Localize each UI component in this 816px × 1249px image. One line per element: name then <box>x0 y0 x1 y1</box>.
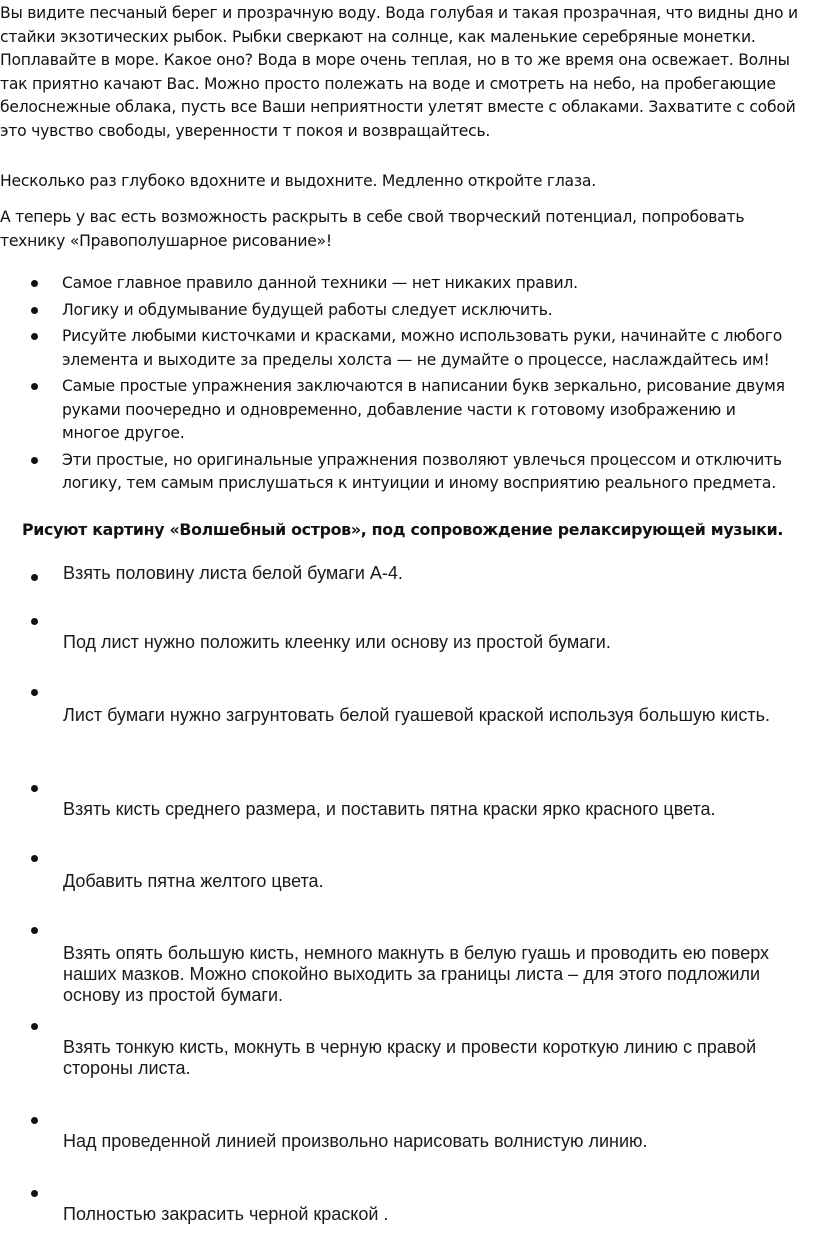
rule-text: Логику и обдумывание будущей работы следует исключить. <box>62 300 553 319</box>
rule-text: Самые простые упражнения заключаются в написании букв зеркально, рисование двумя руками поочередно и одновременно, добавление части к готовому изображению и многое другое. <box>62 377 785 442</box>
step-text: Взять кисть среднего размера, и поставить пятна краски ярко красного цвета. <box>63 799 716 819</box>
bullet-icon <box>31 1117 38 1124</box>
bullet-icon <box>31 574 38 581</box>
bullet-icon <box>31 618 38 625</box>
list-item <box>0 375 816 446</box>
technique-rules-list <box>0 272 816 499</box>
step-text: Взять тонкую кисть, мокнуть в черную краску и провести короткую линию с правой стороны листа. <box>63 1037 757 1078</box>
bullet-icon <box>31 383 38 390</box>
bullet-icon <box>31 333 38 340</box>
step-text: Добавить пятна желтого цвета. <box>63 871 324 891</box>
list-item <box>0 272 816 296</box>
rule-text: Самое главное правило данной техники — нет никаких правил. <box>62 274 578 292</box>
step-text: Над проведенной линией произвольно нарисовать волнистую линию. <box>63 1131 648 1151</box>
step-text: Лист бумаги нужно загрунтовать белой гуашевой краской используя большую кисть. <box>63 705 770 725</box>
bullet-icon <box>31 457 38 464</box>
bullet-icon <box>31 785 38 792</box>
rule-text: Эти простые, но оригинальные упражнения позволяют увлечься процессом и отключить логику, тем самым прислушаться к интуиции и иному восприятию реального предмета. <box>62 450 782 492</box>
step-text: Взять половину листа белой бумаги А-4. <box>63 563 403 583</box>
list-item <box>0 325 816 372</box>
intro-paragraph-breathe: Несколько раз глубоко вдохните и выдохните. Медленно откройте глаза. <box>0 172 596 190</box>
bullet-icon <box>31 307 38 314</box>
rule-text: Рисуйте любыми кисточками и красками, можно использовать руки, начинайте с любого элемента и выходите за пределы холста — не думайте о процессе, наслаждайтесь им! <box>62 327 783 369</box>
bullet-icon <box>31 1190 38 1197</box>
bullet-icon <box>31 927 38 934</box>
intro-paragraph-sea: Вы видите песчаный берег и прозрачную воду. Вода голубая и такая прозрачная, что видны дно и стайки экзотических рыбок. Рыбки сверкают на солнце, как маленькие серебряные монетки. Поплавайте в море. Какое оно? Вода в море очень теплая, но в то же время она освежает. Волны так приятно качают Вас. Можно просто полежать на воде и смотреть на небо, на пробегающие белоснежные облака, пусть все Ваши неприятности улетят вместе с облаками. Захватите с собой это чувство свободы, уверенности т покоя и возвращайтесь. <box>0 4 798 140</box>
section-heading: Рисуют картину «Волшебный остров», под сопровождение релаксирующей музыки. <box>22 520 784 539</box>
step-text: Под лист нужно положить клеенку или основу из простой бумаги. <box>63 632 611 652</box>
bullet-icon <box>31 855 38 862</box>
list-item <box>0 299 816 323</box>
list-item <box>0 449 816 496</box>
intro-paragraph-technique: А теперь у вас есть возможность раскрыть в себе свой творческий потенциал, попробовать технику «Правополушарное рисование»! <box>0 208 745 250</box>
bullet-icon <box>31 280 38 287</box>
bullet-icon <box>31 1023 38 1030</box>
step-text: Взять опять большую кисть, немного макнуть в белую гуашь и проводить ею поверх наших мазков. Можно спокойно выходить за границы листа – для этого подложили основу из простой бумаги. <box>63 943 770 1005</box>
bullet-icon <box>31 689 38 696</box>
step-text: Полностью закрасить черной краской . <box>63 1204 389 1224</box>
